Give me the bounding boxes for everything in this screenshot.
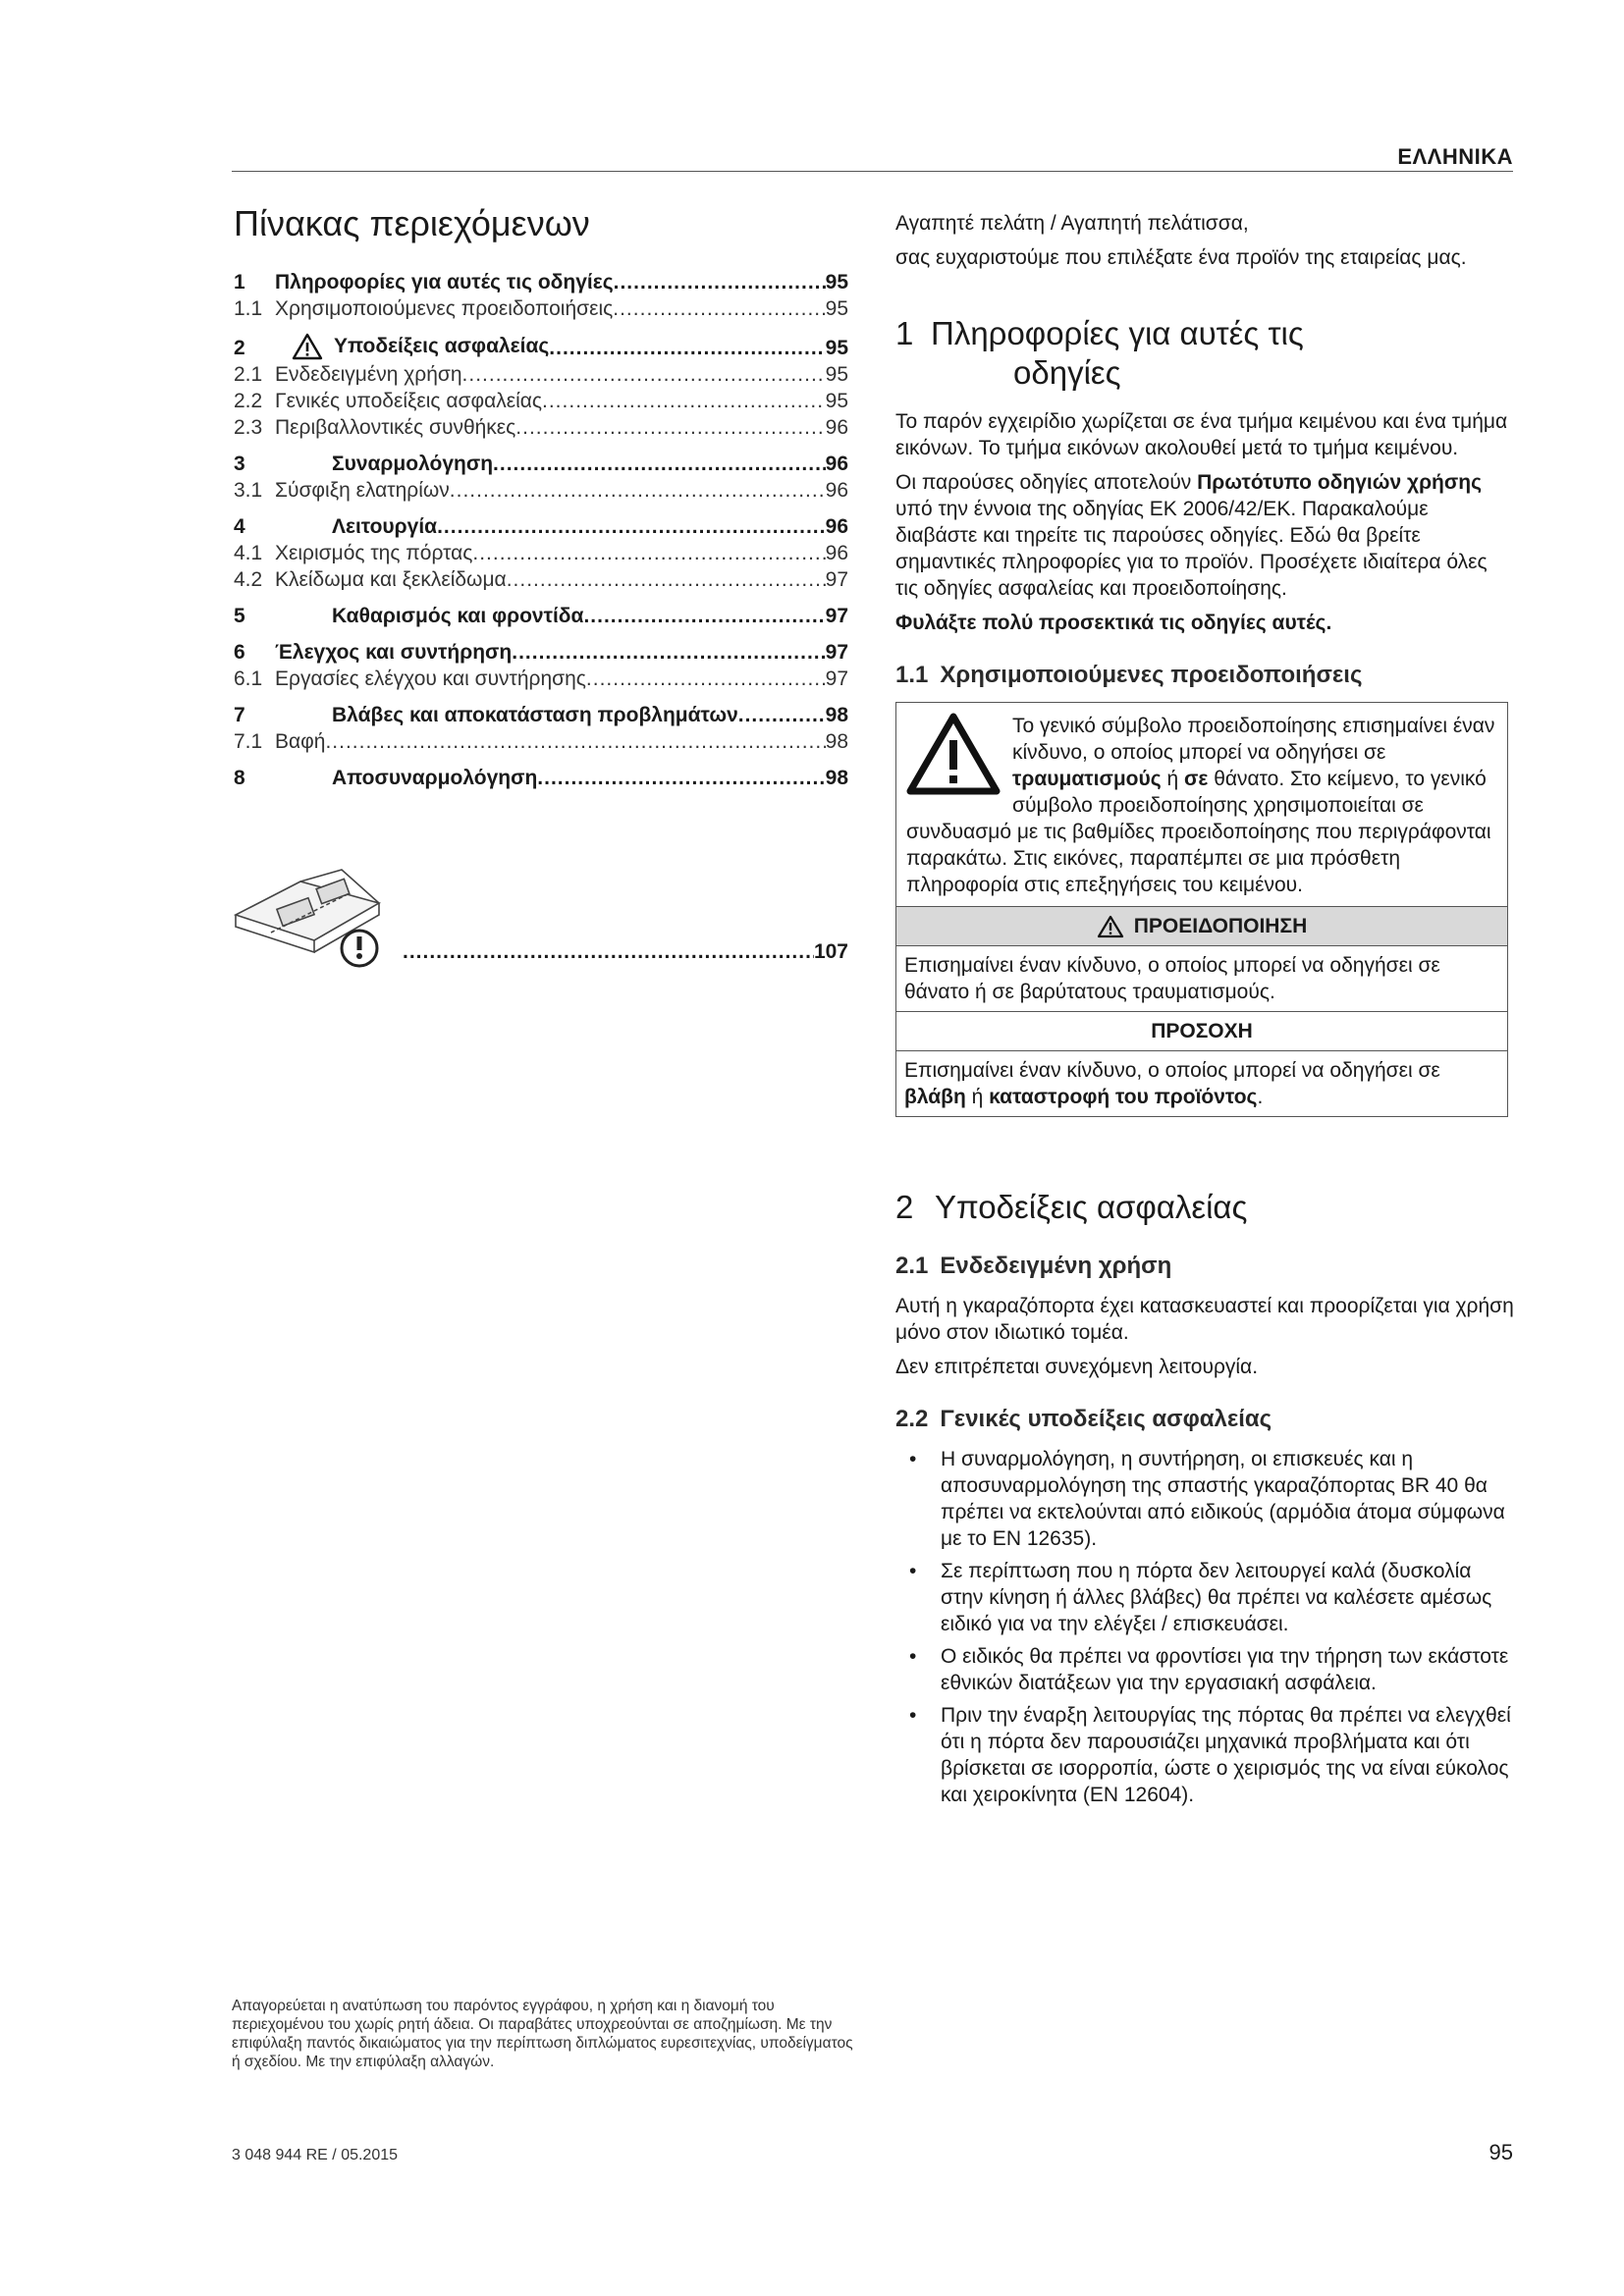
toc-page: 107 (813, 940, 848, 963)
toc-dots (437, 513, 826, 540)
warning-levels-box (895, 702, 1508, 1117)
toc-entry[interactable] (234, 295, 848, 322)
toc-number: 7.1 (234, 729, 263, 753)
toc-label-text: Λειτουργία (332, 514, 438, 538)
toc-dots (325, 728, 825, 755)
toc-entry[interactable] (234, 765, 848, 791)
toc-label-text: Χρησιμοποιούμενες προειδοποιήσεις (275, 296, 614, 320)
toc-label (332, 451, 493, 477)
toc-dots (738, 702, 826, 728)
toc-label (275, 540, 472, 566)
toc-number: 4 (234, 514, 245, 538)
toc-pictogram-entry[interactable] (403, 940, 848, 964)
section-2-heading (895, 1188, 1514, 1227)
toc-entry[interactable] (234, 540, 848, 566)
toc-label (275, 414, 515, 441)
toc-entry[interactable] (234, 639, 848, 666)
toc-label-text: Ενδεδειγμένη χρήση (275, 362, 462, 386)
toc-label-text: Καθαρισμός και φροντίδα (332, 604, 584, 627)
toc-label (275, 388, 542, 414)
toc-number: 6 (234, 640, 245, 664)
toc-page: 95 (825, 296, 848, 320)
toc-entry[interactable] (234, 414, 848, 441)
toc-label (332, 702, 738, 728)
section-2-1-paragraph-2: Δεν επιτρέπεται συνεχόμενη λειτουργία. (895, 1356, 1259, 1378)
toc-entry[interactable] (234, 269, 848, 295)
language-label: ΕΛΛΗΝΙΚΑ (1397, 144, 1513, 169)
toc-entry[interactable] (234, 603, 848, 629)
toc-label (275, 361, 462, 388)
section-2-1-heading: 2.1 Ενδεδειγμένη χρήση (895, 1253, 1172, 1279)
toc-page: 96 (825, 541, 848, 564)
toc-dots (507, 566, 826, 593)
toc-dots (450, 477, 826, 504)
section-number: 1 (895, 315, 914, 351)
toc-page: 95 (825, 389, 848, 412)
signal-word-caution: ΠΡΟΣΟΧΗ (896, 1011, 1507, 1051)
toc-label-text: Βαφή (275, 729, 326, 753)
section-2-1-paragraph-1: Αυτή η γκαραζόπορτα έχει κατασκευαστεί και προορίζεται για χρήση μόνο στον ιδιωτικό τομέα. (895, 1295, 1514, 1344)
toc-entry[interactable] (234, 728, 848, 755)
list-item: • Πριν την έναρξη λειτουργίας της πόρτας θα πρέπει να ελεγχθεί ότι η πόρτα δεν παρουσιάζει μηχανικά προβλήματα και ότι βρίσκεται σε ισορροπία, ώστε ο χειρισμός της να είναι εύκολος και χειροκίνητα (EN 12604). (895, 1702, 1514, 1808)
toc-label (332, 765, 537, 791)
section-1-paragraph-2: Οι παρούσες οδηγίες αποτελούν Πρωτότυπο οδηγιών χρήσης υπό την έννοια της οδηγίας ΕΚ 2006/42/ΕΚ. Παρακαλούμε διαβάστε και τηρείτε τις παρούσες οδηγίες. Εδώ θα βρείτε σημαντικές πληροφορίες για το προϊόν. Προσέχετε ιδιαίτερα όλες τις οδηγίες ασφαλείας και προειδοποίησης. (895, 471, 1488, 600)
toc-page: 96 (825, 415, 848, 439)
toc-number: 4.2 (234, 567, 263, 591)
toc-number: 3 (234, 452, 245, 475)
toc-label (275, 295, 613, 322)
toc-entry[interactable] (234, 513, 848, 540)
toc-dots (472, 540, 825, 566)
signal-word-warning: ΠΡΟΕΙΔΟΠΟΙΗΣΗ (896, 906, 1507, 946)
toc-dots (403, 940, 814, 964)
toc-number: 2 (234, 336, 245, 359)
section-1-keep-notice: Φυλάξτε πολύ προσεκτικά τις οδηγίες αυτές. (895, 612, 1332, 634)
list-item: • Σε περίπτωση που η πόρτα δεν λειτουργεί καλά (δυσκολία στην κίνηση ή άλλες βλάβες) θα πρέπει να καλέσετε αμέσως ειδικό για να την ελέγξει / επισκευάσει. (895, 1558, 1514, 1637)
toc-page: 96 (825, 478, 848, 502)
header-divider (232, 171, 1513, 172)
toc-page: 97 (825, 567, 848, 591)
toc-entry[interactable] (234, 388, 848, 414)
toc-label (332, 603, 583, 629)
warning-triangle-icon (906, 713, 1001, 795)
toc-label-text: Χειρισμός της πόρτας (275, 541, 473, 564)
toc-number: 2.3 (234, 415, 263, 439)
toc-number: 5 (234, 604, 245, 627)
toc-page: 96 (825, 514, 848, 538)
toc-entry[interactable] (234, 666, 848, 692)
toc-label (275, 477, 450, 504)
warning-triangle-icon (291, 332, 324, 361)
toc-label (291, 332, 549, 361)
toc-page: 95 (825, 270, 848, 294)
toc-label (275, 666, 586, 692)
toc-label-text: Γενικές υποδείξεις ασφαλείας (275, 389, 543, 412)
section-1-heading (895, 314, 1514, 393)
signal-caution-description: Επισημαίνει έναν κίνδυνο, ο οποίος μπορεί να οδηγήσει σε βλάβη ή καταστροφή του προϊόντος. (904, 1059, 1440, 1108)
toc-number: 1 (234, 270, 245, 294)
page-number: 95 (1489, 2140, 1513, 2164)
table-of-contents (234, 204, 848, 791)
greeting: Αγαπητέ πελάτη / Αγαπητή πελάτισσα, (895, 212, 1249, 235)
toc-label (275, 269, 614, 295)
section-title-line2: οδηγίες (1013, 354, 1121, 391)
section-title: Υποδείξεις ασφαλείας (935, 1189, 1248, 1225)
toc-label-text: Υποδείξεις ασφαλείας (334, 335, 550, 358)
toc-dots (542, 388, 826, 414)
toc-page: 98 (825, 766, 848, 789)
toc-number: 4.1 (234, 541, 263, 564)
toc-label-text: Εργασίες ελέγχου και συντήρησης (275, 667, 586, 690)
toc-page: 98 (825, 703, 848, 726)
toc-number: 2.2 (234, 389, 263, 412)
toc-dots (515, 414, 825, 441)
toc-label (332, 513, 437, 540)
safety-bullet-list (895, 1446, 1514, 1808)
section-2-2-heading: 2.2 Γενικές υποδείξεις ασφαλείας (895, 1406, 1272, 1432)
section-1-paragraph-1: Το παρόν εγχειρίδιο χωρίζεται σε ένα τμήμα κειμένου και ένα τμήμα εικόνων. Το τμήμα εικόνων ακολουθεί μετά το τμήμα κειμένου. (895, 410, 1508, 459)
section-1-1-heading: 1.1 Χρησιμοποιούμενες προειδοποιήσεις (895, 662, 1363, 688)
warning-triangle-icon (1097, 915, 1124, 938)
toc-entry[interactable] (234, 702, 848, 728)
toc-label-text: Πληροφορίες για αυτές τις οδηγίες (275, 270, 614, 294)
toc-number: 6.1 (234, 667, 263, 690)
toc-number: 3.1 (234, 478, 263, 502)
toc-entry[interactable] (234, 332, 848, 361)
toc-page: 97 (825, 640, 848, 664)
toc-number: 2.1 (234, 362, 263, 386)
toc-dots (549, 335, 825, 361)
toc-dots (586, 666, 826, 692)
toc-dots (614, 269, 826, 295)
toc-dots (512, 639, 825, 666)
instruction-pictogram-icon (232, 864, 399, 972)
section-title-line1: Πληροφορίες για αυτές τις (931, 315, 1304, 351)
toc-dots (493, 451, 826, 477)
toc-label (275, 639, 512, 666)
toc-label-text: Αποσυναρμολόγηση (332, 766, 538, 789)
toc-label (275, 728, 325, 755)
toc-entry[interactable] (234, 451, 848, 477)
toc-page: 97 (825, 667, 848, 690)
toc-page: 95 (825, 362, 848, 386)
toc-label-text: Έλεγχος και συντήρηση (275, 640, 513, 664)
toc-label-text: Κλείδωμα και ξεκλείδωμα (275, 567, 507, 591)
toc-title: Πίνακας περιεχόμενων (234, 203, 590, 243)
thanks-text: σας ευχαριστούμε που επιλέξατε ένα προϊόν της εταιρείας μας. (895, 246, 1467, 269)
toc-list (234, 269, 848, 791)
toc-label-text: Βλάβες και αποκατάσταση προβλημάτων (332, 703, 738, 726)
section-number: 2 (895, 1189, 914, 1225)
toc-label-text: Συναρμολόγηση (332, 452, 494, 475)
toc-label-text: Περιβαλλοντικές συνθήκες (275, 415, 516, 439)
toc-number: 1.1 (234, 296, 263, 320)
toc-dots (537, 765, 825, 791)
signal-warning-description: Επισημαίνει έναν κίνδυνο, ο οποίος μπορεί να οδηγήσει σε θάνατο ή σε βαρύτατους τραυματισμούς. (904, 954, 1440, 1003)
toc-entry[interactable] (234, 566, 848, 593)
toc-page: 95 (825, 336, 848, 359)
toc-number: 7 (234, 703, 245, 726)
toc-dots (462, 361, 826, 388)
toc-label (275, 566, 507, 593)
general-warning-description: Το γενικό σύμβολο προειδοποίησης επισημαίνει έναν κίνδυνο, ο οποίος μπορεί να οδηγήσει σε τραυματισμούς ή σε θάνατο. Στο κείμενο, το γενικό σύμβολο προειδοποίησης χρησιμοποιείται σε συνδυασμό με τις βαθμίδες προειδοποίησης που περιγράφονται παρακάτω. Στις εικόνες, παραπέμπει σε μια πρόσθετη πληροφορία στις επεξηγήσεις του κειμένου. (906, 715, 1495, 896)
toc-dots (613, 295, 825, 322)
toc-page: 96 (825, 452, 848, 475)
toc-label-text: Σύσφιξη ελατηρίων (275, 478, 450, 502)
toc-dots (583, 603, 825, 629)
list-item: • Ο ειδικός θα πρέπει να φροντίσει για την τήρηση των εκάστοτε εθνικών διατάξεων για την εργασιακή ασφάλεια. (895, 1643, 1514, 1696)
list-item: • Η συναρμολόγηση, η συντήρηση, οι επισκευές και η αποσυναρμολόγηση της σπαστής γκαραζόπορτας BR 40 θα πρέπει να εκτελούνται από ειδικούς (αρμόδια άτομα σύμφωνα με το EN 12635). (895, 1446, 1514, 1552)
toc-entry[interactable] (234, 361, 848, 388)
toc-page: 97 (825, 604, 848, 627)
document-code: 3 048 944 RE / 05.2015 (232, 2147, 399, 2163)
main-content (895, 210, 1514, 1814)
toc-number: 8 (234, 766, 245, 789)
toc-page: 98 (825, 729, 848, 753)
copyright-footnote: Απαγορεύεται η ανατύπωση του παρόντος εγγράφου, η χρήση και η διανομή του περιεχομένου του χωρίς ρητή άδεια. Οι παραβάτες υποχρεούνται σε αποζημίωση. Με την επιφύλαξη παντός δικαιώματος για την περίπτωση διπλώματος ευρεσιτεχνίας, υποδείγματος ή σχεδίου. Με την επιφύλαξη αλλαγών. (232, 1998, 853, 2070)
toc-entry[interactable] (234, 477, 848, 504)
